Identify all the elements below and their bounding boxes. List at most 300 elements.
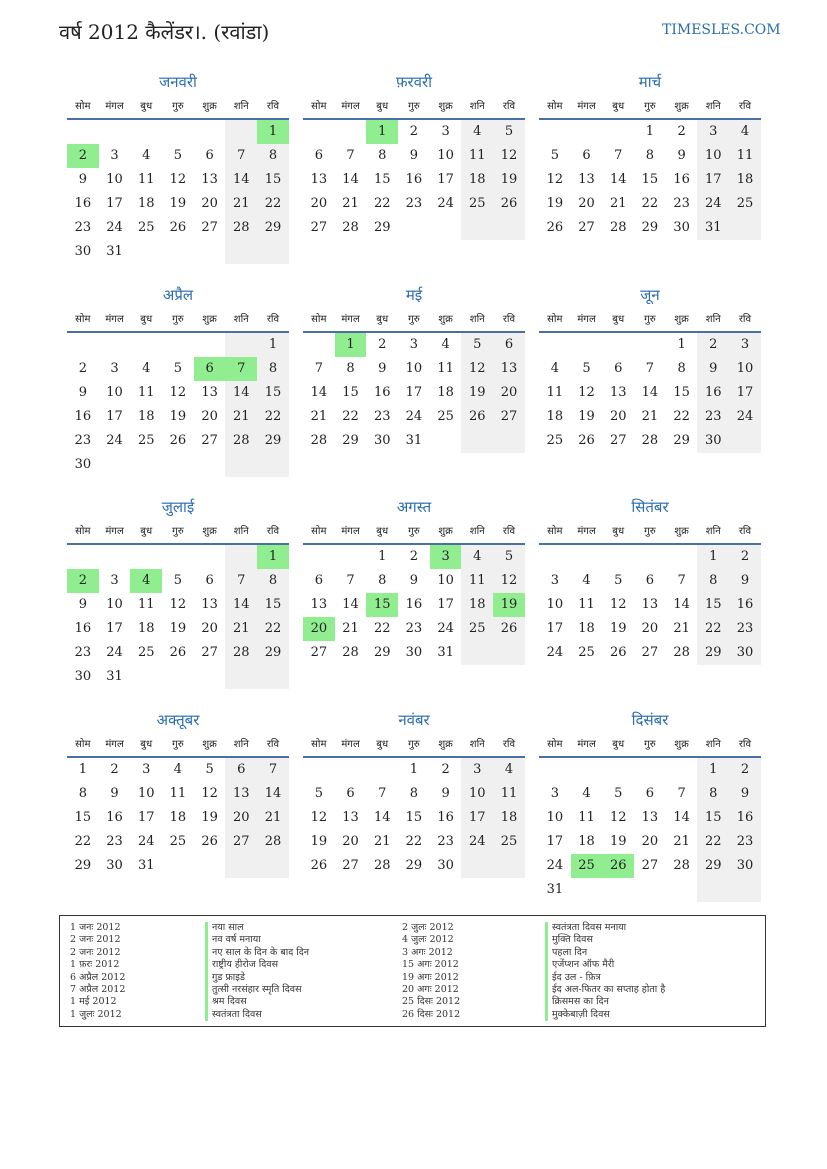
week-row: [67, 758, 289, 782]
day-cell: 16: [697, 381, 729, 405]
month-5: [303, 281, 525, 453]
weekday-label: शनि: [469, 101, 485, 112]
holiday-name: नए साल के दिन के बाद दिन: [205, 947, 309, 959]
day-cell: 20: [225, 806, 257, 830]
day-cell: 21: [310, 409, 328, 424]
day-cell: 8: [78, 786, 87, 801]
day-cell: 8: [378, 573, 387, 588]
day-cell: 17: [461, 806, 493, 830]
day-cell: 4: [461, 545, 493, 569]
holiday-date: 6 अप्रैल 2012: [70, 971, 126, 983]
day-cell: 29: [373, 645, 391, 660]
day-cell: 30: [74, 457, 92, 472]
holiday-name: श्रम दिवस: [205, 996, 309, 1008]
day-cell: 16: [74, 409, 92, 424]
day-cell: 3: [430, 545, 462, 569]
week-row: [67, 216, 289, 240]
holiday-name: गुड फ्राइडे: [205, 972, 309, 984]
week-row: [67, 240, 289, 264]
weekday-label: रवि: [738, 526, 752, 537]
day-cell: 16: [729, 593, 761, 617]
day-cell: 24: [106, 220, 123, 235]
holiday-name: नया साल: [205, 922, 309, 934]
day-cell: 22: [697, 830, 729, 854]
day-cell: 5: [582, 361, 591, 376]
day-cell: 18: [437, 385, 454, 400]
weekday-label: शनि: [469, 739, 485, 750]
weekday-label: मंगल: [341, 526, 360, 537]
weekday-label: शुक्र: [438, 314, 453, 325]
day-cell: 28: [373, 858, 391, 873]
day-cell: 21: [257, 806, 289, 830]
day-cell: 26: [461, 405, 493, 429]
weekday-label: शनि: [469, 314, 485, 325]
day-cell: 20: [342, 834, 359, 849]
day-cell: 3: [110, 573, 119, 588]
empty-day-cell: [194, 240, 226, 264]
empty-day-cell: [67, 333, 99, 357]
day-cell: 1: [677, 337, 686, 352]
empty-day-cell: [194, 665, 226, 689]
day-cell: 2: [697, 333, 729, 357]
holiday-name: ईद उल - फ़ित्र: [545, 972, 665, 984]
weekday-label: मंगल: [105, 314, 124, 325]
week-row: [67, 168, 289, 192]
day-cell: 15: [673, 385, 690, 400]
empty-day-cell: [461, 854, 493, 878]
week-row: [539, 806, 761, 830]
day-cell: 14: [257, 782, 289, 806]
empty-day-cell: [729, 216, 761, 240]
holiday-name: एजेंप्शन ऑफ मैरी: [545, 959, 665, 971]
empty-day-cell: [194, 453, 226, 477]
day-cell: 5: [493, 120, 525, 144]
day-cell: 7: [378, 786, 387, 801]
weekday-label: गुरु: [172, 526, 184, 537]
day-cell: 14: [641, 385, 659, 400]
day-cell: 12: [578, 385, 595, 400]
empty-day-cell: [225, 665, 257, 689]
holiday-date: 2 जनः 2012: [70, 946, 121, 958]
day-cell: 27: [310, 220, 328, 235]
day-cell: 28: [609, 220, 627, 235]
day-cell: 12: [169, 597, 187, 612]
day-cell: 1: [366, 120, 398, 144]
day-cell: 1: [257, 333, 289, 357]
day-cell: 14: [225, 381, 257, 405]
holiday-date: 1 जनः 2012: [70, 922, 121, 933]
empty-day-cell: [571, 878, 603, 902]
empty-day-cell: [666, 878, 698, 902]
weekday-label: शुक्र: [674, 101, 689, 112]
week-row: [539, 641, 761, 665]
weekday-label: रवि: [266, 314, 280, 325]
day-cell: 28: [225, 641, 257, 665]
week-row: [303, 641, 525, 665]
day-cell: 21: [673, 621, 690, 636]
day-cell: 30: [729, 854, 761, 878]
empty-day-cell: [602, 333, 634, 357]
day-cell: 22: [342, 409, 359, 424]
day-cell: 17: [437, 172, 454, 187]
empty-day-cell: [602, 878, 634, 902]
day-cell: 7: [225, 144, 257, 168]
day-cell: 11: [578, 597, 595, 612]
day-cell: 26: [609, 645, 627, 660]
day-cell: 23: [729, 830, 761, 854]
weekday-label: शुक्र: [674, 314, 689, 325]
holiday-dates-col-1: [70, 922, 125, 1021]
weekday-label: मंगल: [341, 101, 360, 112]
day-cell: 6: [645, 786, 655, 801]
week-row: [539, 782, 761, 806]
weekday-label: रवि: [738, 314, 752, 325]
day-cell: 23: [673, 196, 690, 211]
day-cell: 6: [582, 148, 591, 163]
day-cell: 11: [137, 597, 155, 612]
weekday-label: शुक्र: [202, 739, 217, 750]
empty-day-cell: [366, 758, 398, 782]
month-name: सितंबर: [631, 498, 669, 516]
week-row: [539, 405, 761, 429]
day-cell: 9: [78, 172, 87, 187]
day-cell: 6: [194, 357, 226, 381]
day-cell: 4: [582, 573, 591, 588]
day-cell: 16: [405, 172, 423, 187]
day-cell: 16: [106, 810, 123, 825]
day-cell: 7: [257, 758, 289, 782]
month-9: [539, 493, 761, 665]
week-row: [303, 357, 525, 381]
weekday-label: शुक्र: [438, 526, 453, 537]
week-row: [303, 806, 525, 830]
weekday-label: मंगल: [577, 526, 596, 537]
weekday-label: गुरु: [644, 101, 656, 112]
empty-day-cell: [257, 240, 289, 264]
day-cell: 18: [461, 168, 493, 192]
day-cell: 29: [697, 854, 729, 878]
day-cell: 24: [106, 433, 123, 448]
month-name: जुलाई: [161, 498, 195, 516]
day-cell: 15: [257, 593, 289, 617]
day-cell: 8: [697, 569, 729, 593]
day-cell: 15: [697, 593, 729, 617]
weekday-label: गुरु: [408, 739, 420, 750]
empty-day-cell: [99, 120, 131, 144]
day-cell: 19: [169, 196, 187, 211]
weekday-label: सोम: [547, 101, 563, 112]
empty-day-cell: [729, 429, 761, 453]
holiday-date: 2 जुलः 2012: [402, 922, 454, 933]
day-cell: 17: [106, 409, 123, 424]
day-cell: 1: [697, 545, 729, 569]
day-cell: 8: [677, 361, 686, 376]
empty-day-cell: [67, 120, 99, 144]
day-cell: 27: [201, 433, 218, 448]
day-cell: 19: [201, 810, 218, 825]
empty-day-cell: [335, 120, 367, 144]
day-cell: 4: [142, 361, 151, 376]
day-cell: 14: [609, 172, 627, 187]
day-cell: 9: [729, 782, 761, 806]
week-row: [539, 758, 761, 782]
week-row: [303, 782, 525, 806]
weekday-label: रवि: [502, 314, 516, 325]
day-cell: 28: [673, 858, 690, 873]
empty-day-cell: [67, 545, 99, 569]
day-cell: 4: [493, 758, 525, 782]
weekday-label: रवि: [738, 101, 752, 112]
weekday-label: रवि: [266, 101, 280, 112]
day-cell: 31: [405, 433, 423, 448]
empty-day-cell: [162, 854, 194, 878]
day-cell: 28: [673, 645, 690, 660]
weekday-header: [539, 734, 761, 758]
week-row: [67, 381, 289, 405]
empty-day-cell: [194, 120, 226, 144]
day-cell: 18: [461, 593, 493, 617]
day-cell: 14: [342, 597, 359, 612]
empty-day-cell: [634, 333, 666, 357]
day-cell: 30: [74, 244, 92, 259]
week-row: [539, 216, 761, 240]
day-cell: 12: [201, 786, 218, 801]
day-cell: 18: [578, 834, 595, 849]
day-cell: 30: [106, 858, 123, 873]
day-cell: 22: [74, 834, 92, 849]
day-cell: 13: [342, 810, 359, 825]
day-cell: 25: [546, 433, 564, 448]
empty-day-cell: [257, 453, 289, 477]
day-cell: 26: [602, 854, 634, 878]
weekday-label: गुरु: [172, 739, 184, 750]
day-cell: 8: [409, 786, 419, 801]
page-title: वर्ष 2012 कैलेंडर।. (रवांडा): [59, 20, 270, 44]
day-cell: 13: [641, 597, 659, 612]
empty-day-cell: [571, 758, 603, 782]
day-cell: 15: [405, 810, 423, 825]
empty-day-cell: [162, 545, 194, 569]
site-brand-link[interactable]: TIMESLES.COM: [662, 22, 781, 38]
day-cell: 26: [169, 645, 187, 660]
day-cell: 9: [409, 573, 419, 588]
day-cell: 19: [609, 621, 627, 636]
day-cell: 7: [614, 148, 623, 163]
holiday-name: ईद अल-फितर का सप्ताह होता है: [545, 984, 665, 996]
day-cell: 11: [461, 569, 493, 593]
day-cell: 28: [310, 433, 328, 448]
empty-day-cell: [539, 120, 571, 144]
day-cell: 6: [645, 573, 655, 588]
day-cell: 19: [169, 621, 187, 636]
month-name: जून: [640, 286, 660, 304]
weekday-label: रवि: [266, 526, 280, 537]
weekday-label: मंगल: [577, 101, 596, 112]
day-cell: 3: [550, 786, 559, 801]
week-row: [303, 617, 525, 641]
month-4: [67, 281, 289, 477]
day-cell: 1: [645, 124, 655, 139]
weekday-label: शुक्र: [674, 739, 689, 750]
day-cell: 7: [346, 573, 355, 588]
day-cell: 10: [137, 786, 155, 801]
day-cell: 14: [310, 385, 328, 400]
holiday-date: 1 मई 2012: [70, 996, 117, 1008]
day-cell: 27: [641, 645, 659, 660]
day-cell: 8: [378, 148, 387, 163]
day-cell: 8: [257, 569, 289, 593]
day-cell: 17: [697, 168, 729, 192]
week-row: [539, 830, 761, 854]
day-cell: 5: [614, 573, 623, 588]
empty-day-cell: [335, 758, 367, 782]
empty-day-cell: [130, 333, 162, 357]
day-cell: 7: [346, 148, 355, 163]
day-cell: 30: [697, 429, 729, 453]
day-cell: 15: [257, 168, 289, 192]
day-cell: 3: [461, 758, 493, 782]
empty-day-cell: [335, 545, 367, 569]
day-cell: 27: [225, 830, 257, 854]
day-cell: 5: [493, 545, 525, 569]
empty-day-cell: [493, 641, 525, 665]
empty-day-cell: [571, 120, 603, 144]
holiday-date: 4 जुलः 2012: [402, 934, 454, 946]
empty-day-cell: [194, 333, 226, 357]
day-cell: 27: [201, 645, 218, 660]
weekday-label: बुध: [140, 314, 153, 325]
day-cell: 1: [78, 762, 87, 777]
day-cell: 31: [697, 216, 729, 240]
empty-day-cell: [602, 545, 634, 569]
weekday-label: मंगल: [341, 739, 360, 750]
day-cell: 7: [645, 361, 655, 376]
day-cell: 11: [493, 782, 525, 806]
holiday-names-col-1: [205, 922, 309, 1021]
day-cell: 2: [729, 758, 761, 782]
day-cell: 15: [366, 593, 398, 617]
week-row: [303, 168, 525, 192]
day-cell: 10: [697, 144, 729, 168]
weekday-label: सोम: [75, 101, 91, 112]
day-cell: 12: [609, 810, 627, 825]
day-cell: 22: [405, 834, 423, 849]
weekday-label: रवि: [502, 101, 516, 112]
day-cell: 9: [78, 385, 87, 400]
day-cell: 8: [257, 357, 289, 381]
day-cell: 31: [106, 244, 123, 259]
day-cell: 16: [437, 810, 454, 825]
week-row: [67, 569, 289, 593]
month-name: फ़रवरी: [395, 73, 433, 91]
empty-day-cell: [493, 429, 525, 453]
month-name: अगस्त: [396, 498, 432, 516]
weekday-header: [67, 521, 289, 545]
day-cell: 28: [257, 830, 289, 854]
week-row: [67, 641, 289, 665]
weekday-label: बुध: [612, 739, 625, 750]
day-cell: 20: [310, 196, 328, 211]
day-cell: 6: [314, 573, 323, 588]
week-row: [67, 854, 289, 878]
weekday-label: बुध: [376, 101, 389, 112]
weekday-label: शनि: [233, 739, 249, 750]
empty-day-cell: [130, 120, 162, 144]
day-cell: 5: [314, 786, 323, 801]
day-cell: 3: [110, 148, 119, 163]
day-cell: 18: [493, 806, 525, 830]
day-cell: 15: [74, 810, 92, 825]
weekday-label: सोम: [311, 314, 327, 325]
week-row: [67, 830, 289, 854]
day-cell: 26: [169, 433, 187, 448]
day-cell: 4: [461, 120, 493, 144]
month-name: अक्तूबर: [156, 711, 200, 729]
weekday-label: गुरु: [408, 101, 420, 112]
weekday-label: मंगल: [105, 101, 124, 112]
day-cell: 4: [582, 786, 591, 801]
weekday-label: शुक्र: [438, 739, 453, 750]
weekday-header: [67, 309, 289, 333]
month-name: अप्रैल: [162, 286, 194, 304]
empty-day-cell: [634, 758, 666, 782]
day-cell: 12: [310, 810, 328, 825]
day-cell: 22: [641, 196, 659, 211]
day-cell: 5: [173, 361, 183, 376]
day-cell: 29: [342, 433, 359, 448]
day-cell: 11: [169, 786, 187, 801]
day-cell: 9: [441, 786, 450, 801]
month-12: [539, 706, 761, 902]
weekday-label: बुध: [140, 526, 153, 537]
weekday-header: [67, 96, 289, 120]
day-cell: 23: [405, 621, 423, 636]
weekday-label: बुध: [612, 526, 625, 537]
week-row: [303, 758, 525, 782]
day-cell: 13: [201, 597, 218, 612]
week-row: [539, 545, 761, 569]
month-1: [67, 68, 289, 264]
day-cell: 30: [405, 645, 423, 660]
weekday-label: शनि: [469, 526, 485, 537]
day-cell: 10: [405, 361, 423, 376]
holiday-dates-col-2: [402, 922, 460, 1021]
week-row: [539, 878, 761, 902]
month-name: दिसंबर: [631, 711, 669, 729]
day-cell: 9: [677, 148, 686, 163]
day-cell: 20: [609, 409, 627, 424]
day-cell: 6: [225, 758, 257, 782]
day-cell: 3: [729, 333, 761, 357]
empty-day-cell: [303, 120, 335, 144]
holiday-date: 26 दिसः 2012: [402, 1008, 461, 1020]
day-cell: 9: [378, 361, 387, 376]
day-cell: 21: [225, 617, 257, 641]
day-cell: 19: [578, 409, 595, 424]
day-cell: 14: [673, 597, 690, 612]
day-cell: 25: [578, 645, 595, 660]
day-cell: 2: [409, 124, 419, 139]
day-cell: 2: [729, 545, 761, 569]
day-cell: 30: [673, 220, 690, 235]
day-cell: 9: [729, 569, 761, 593]
day-cell: 20: [641, 834, 659, 849]
month-8: [303, 493, 525, 665]
day-cell: 9: [78, 597, 87, 612]
day-cell: 24: [546, 858, 564, 873]
month-name: जनवरी: [159, 73, 197, 91]
day-cell: 18: [137, 621, 155, 636]
